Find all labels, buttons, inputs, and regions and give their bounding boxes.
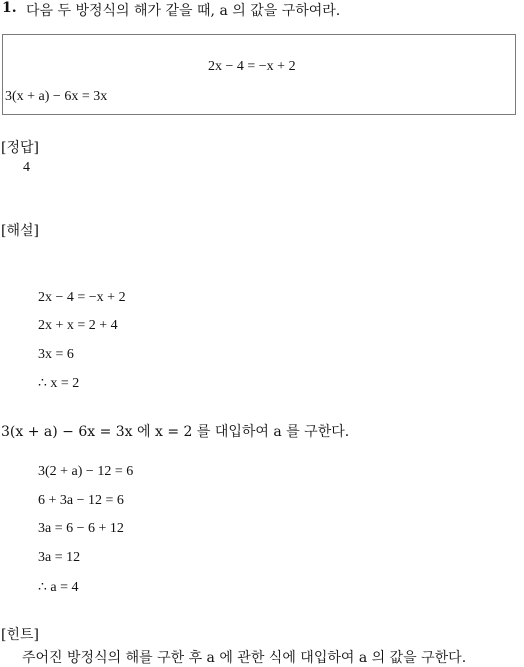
explanation-step: 3x = 6 [38,347,74,362]
explanation-step: 6 + 3a − 12 = 6 [38,493,124,508]
answer-label: [정답] [1,140,39,156]
explanation-step: 2x − 4 = −x + 2 [38,290,126,305]
explanation-step: 3a = 12 [38,550,81,565]
equation-2: 3(x + a) − 6x = 3x [5,89,108,104]
equation-1: 2x − 4 = −x + 2 [208,59,296,74]
explanation-step: 3a = 6 − 6 + 12 [38,521,124,536]
substitution-text: 3(x + a) − 6x = 3x 에 x = 2 를 대입하여 a 를 구한다. [1,424,350,440]
explanation-step: ∴ a = 4 [38,580,79,595]
hint-text: 주어진 방정식의 해를 구한 후 a 에 관한 식에 대입하여 a 의 값을 구한다. [22,650,467,666]
answer-value: 4 [23,160,30,175]
hint-label: [힌트] [1,627,39,643]
explanation-label: [해설] [1,223,39,239]
explanation-step: ∴ x = 2 [38,376,80,391]
question-number: 1. [2,0,17,16]
question-text: 다음 두 방정식의 해가 같을 때, a 의 값을 구하여라. [26,3,341,19]
explanation-step: 2x + x = 2 + 4 [38,318,118,333]
explanation-step: 3(2 + a) − 12 = 6 [38,464,134,479]
